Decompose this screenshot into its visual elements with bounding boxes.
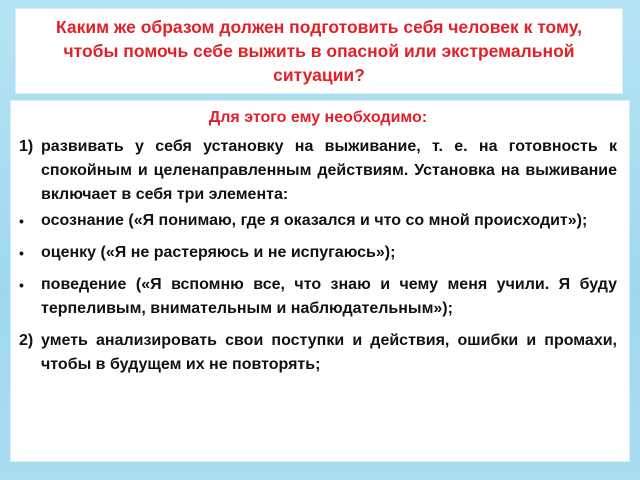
bullet-item	[19, 241, 617, 265]
bullet-text: осознание («Я понимаю, где я оказался и что со мной происходит»);	[41, 212, 588, 229]
numbered-item-1	[19, 135, 617, 207]
item-number: 1)	[19, 138, 34, 155]
numbered-item-2	[19, 329, 617, 377]
bullet-list	[19, 209, 617, 321]
bullet-dot-icon: •	[19, 213, 24, 229]
item-text: развивать у себя установку на выживание, т. е. на готовность к спокойным и целенаправленным действиям. Установка на выживание включает в себя три элемента:	[41, 138, 617, 203]
bullet-text: оценку («Я не растеряюсь и не испугаюсь»);	[41, 244, 396, 261]
bullet-dot-icon: •	[19, 245, 24, 261]
bullet-item	[19, 209, 617, 233]
content-subtitle: Для этого ему необходимо:	[208, 109, 428, 126]
item-text: уметь анализировать свои поступки и действия, ошибки и промахи, чтобы в будущем их не повторять;	[41, 332, 617, 373]
bullet-text: поведение («Я вспомню все, что знаю и чему меня учили. Я буду терпеливым, внимательным и наблюдательным»);	[41, 276, 617, 317]
bullet-dot-icon: •	[19, 277, 24, 293]
title-box	[15, 8, 623, 94]
slide-title: Каким же образом должен подготовить себя человек к тому, чтобы помочь себе выжить в опасной или экстремальной ситуации?	[55, 17, 583, 85]
item-number: 2)	[19, 332, 34, 349]
content-box	[10, 100, 630, 462]
bullet-item	[19, 273, 617, 321]
